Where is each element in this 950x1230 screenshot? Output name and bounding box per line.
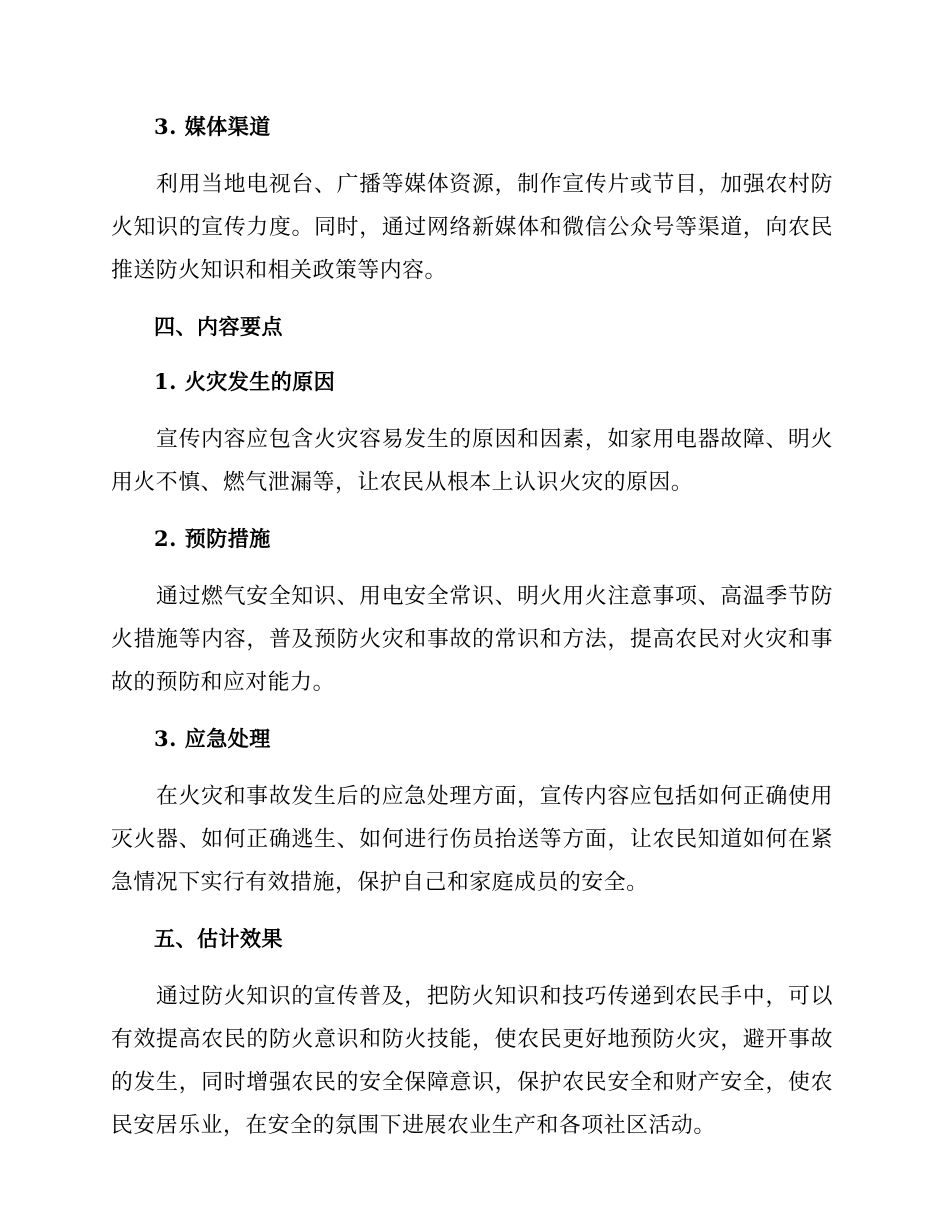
- document-body: [111, 108, 833, 1163]
- paragraph-expected-effect: 通过防火知识的宣传普及，把防火知识和技巧传递到农民手中，可以有效提高农民的防火意识和防火技能，使农民更好地预防火灾，避开事故的发生，同时增强农民的安全保障意识，保护农民安全和财产安全，使农民安居乐业，在安全的氛围下进展农业生产和各项社区活动。: [111, 984, 833, 1138]
- section-heading-expected-effect: 五、估计效果: [154, 926, 283, 951]
- section-heading-media-channels: 3. 媒体渠道: [154, 114, 271, 139]
- section-heading-fire-causes: 1. 火灾发生的原因: [154, 369, 336, 394]
- section-heading-prevention: 2. 预防措施: [154, 526, 271, 551]
- paragraph-fire-causes: 宣传内容应包含火灾容易发生的原因和因素，如家用电器故障、明火用火不慎、燃气泄漏等，让农民从根本上认识火灾的原因。: [111, 427, 833, 495]
- paragraph-prevention: 通过燃气安全知识、用电安全常识、明火用火注意事项、高温季节防火措施等内容，普及预防火灾和事故的常识和方法，提高农民对火灾和事故的预防和应对能力。: [111, 584, 833, 695]
- paragraph-media-channels: 利用当地电视台、广播等媒体资源，制作宣传片或节目，加强农村防火知识的宣传力度。同时，通过网络新媒体和微信公众号等渠道，向农民推送防火知识和相关政策等内容。: [111, 172, 833, 283]
- paragraph-emergency: 在火灾和事故发生后的应急处理方面，宣传内容应包括如何正确使用灭火器、如何正确逃生、如何进行伤员抬送等方面，让农民知道如何在紧急情况下实行有效措施，保护自己和家庭成员的安全。: [111, 784, 833, 895]
- section-heading-content-points: 四、内容要点: [154, 314, 283, 339]
- section-heading-emergency: 3. 应急处理: [154, 726, 271, 751]
